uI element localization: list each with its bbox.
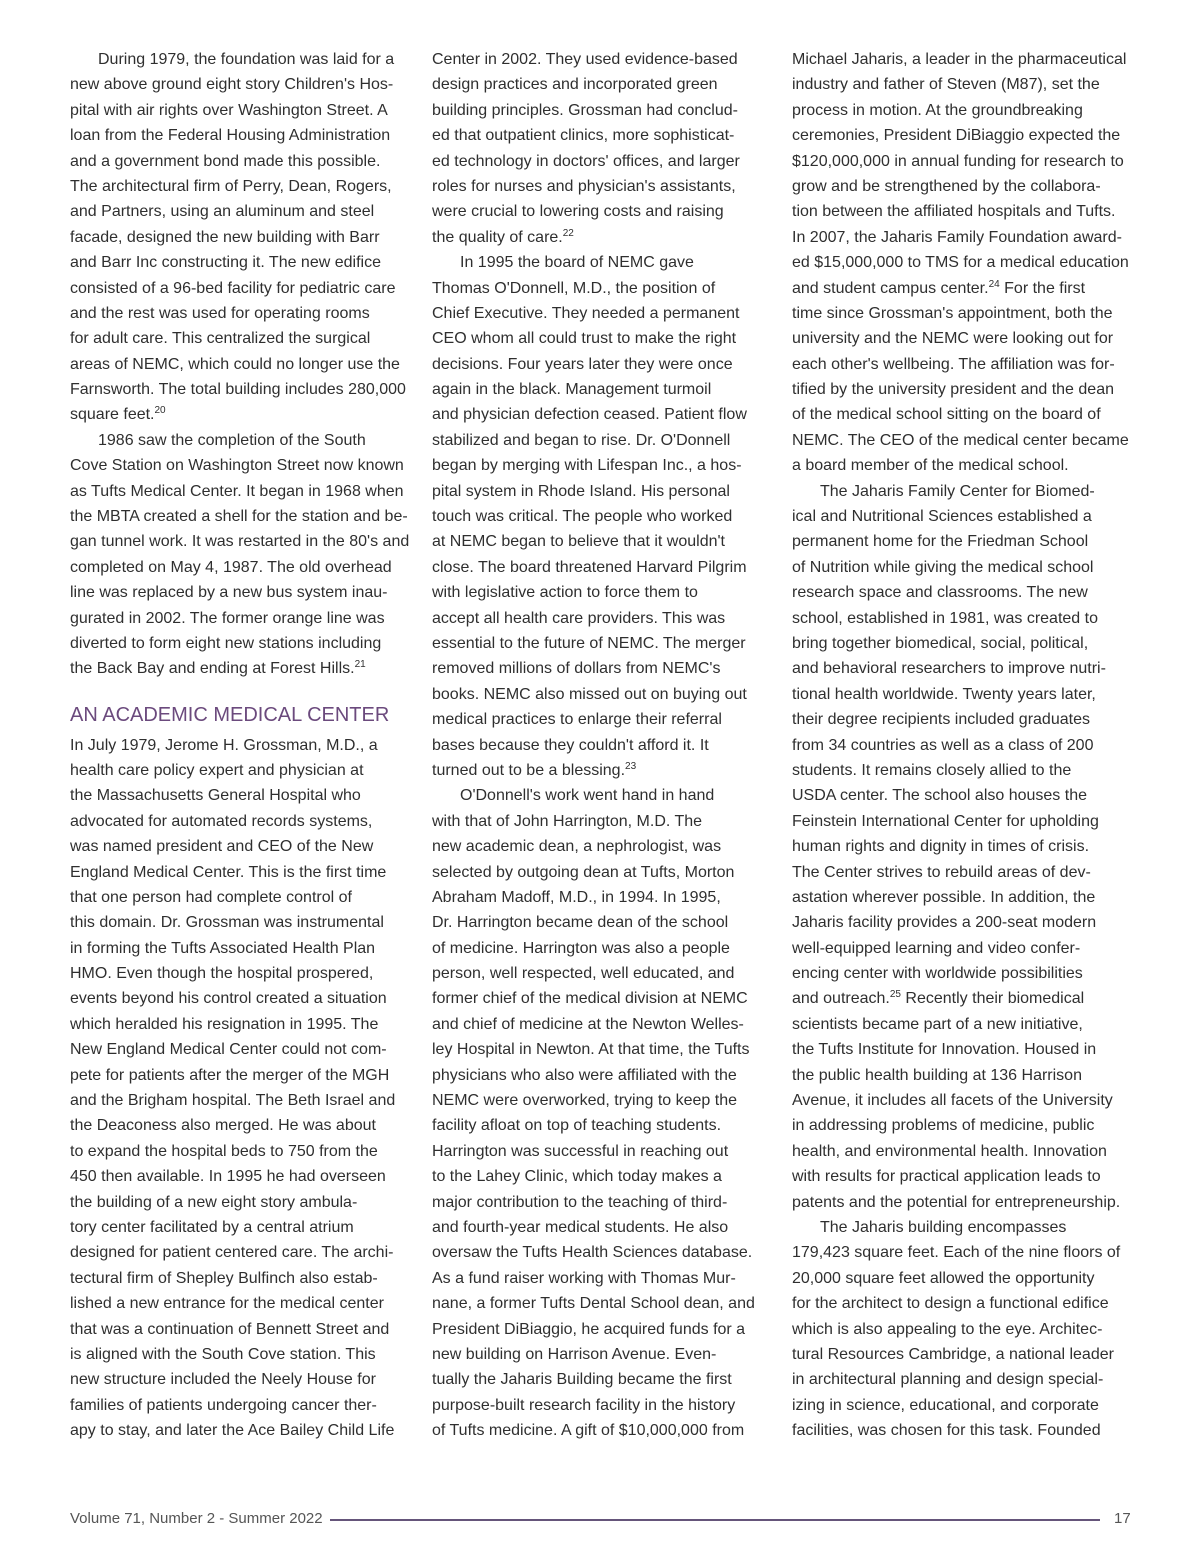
text-line: health care policy expert and physician at — [70, 761, 364, 779]
text-line: The Jaharis Family Center for Biomed- — [820, 482, 1095, 500]
text-line: were crucial to lowering costs and raising — [432, 203, 724, 221]
footnote-ref: 20 — [154, 405, 166, 417]
text-line: Farnsworth. The total building includes 280,000 — [70, 381, 406, 399]
text-line: consisted of a 96-bed facility for pediatric care — [70, 279, 396, 297]
text-line: scientists became part of a new initiative, — [792, 1015, 1083, 1033]
text-line: families of patients undergoing cancer ther- — [70, 1396, 377, 1414]
text-line: bases because they couldn't afford it. It — [432, 736, 709, 754]
text-line: areas of NEMC, which could no longer use the — [70, 355, 400, 373]
text-line: Cove Station on Washington Street now known — [70, 457, 404, 475]
text-line: and chief of medicine at the Newton Welles- — [432, 1015, 744, 1033]
text-line: izing in science, educational, and corporate — [792, 1396, 1099, 1414]
line-text: square feet. — [70, 406, 155, 424]
text-line: ical and Nutritional Sciences established a — [792, 508, 1092, 526]
paragraph — [70, 733, 415, 1444]
text-line: decisions. Four years later they were once — [432, 355, 733, 373]
text-line: with results for practical application leads to — [792, 1168, 1101, 1186]
text-line: of medicine. Harrington was also a people — [432, 939, 730, 957]
text-line: purpose-built research facility in the history — [432, 1396, 736, 1414]
text-line: Harrington was successful in reaching out — [432, 1142, 729, 1160]
text-line: in addressing problems of medicine, public — [792, 1117, 1095, 1135]
text-line: ed technology in doctors' offices, and larger — [432, 152, 740, 170]
text-line: research space and classrooms. The new — [792, 584, 1088, 602]
text-line: line was replaced by a new bus system inau- — [70, 584, 388, 602]
text-line: building principles. Grossman had conclud- — [432, 101, 738, 119]
text-line: and fourth-year medical students. He also — [432, 1218, 729, 1236]
text-line: was named president and CEO of the New — [70, 838, 374, 856]
text-line: again in the black. Management turmoil — [432, 381, 712, 399]
section-heading: AN ACADEMIC MEDICAL CENTER — [70, 703, 390, 726]
text-line: Michael Jaharis, a leader in the pharmaceutical — [792, 51, 1127, 68]
text-line: selected by outgoing dean at Tufts, Morton — [432, 863, 735, 881]
footer-issue-label: Volume 71, Number 2 - Summer 2022 — [70, 1510, 323, 1527]
text-line: major contribution to the teaching of third- — [432, 1193, 728, 1211]
text-line: NEMC were overworked, trying to keep the — [432, 1092, 738, 1110]
text-line: loan from the Federal Housing Administration — [70, 127, 391, 145]
text-line: Abraham Madoff, M.D., in 1994. In 1995, — [432, 888, 721, 906]
text-line: completed on May 4, 1987. The old overhead — [70, 558, 392, 576]
text-line: which heralded his resignation in 1995. The — [70, 1015, 379, 1033]
footer-rule — [330, 1519, 1100, 1521]
text-line: the Massachusetts General Hospital who — [70, 787, 361, 805]
text-line: person, well respected, well educated, and — [432, 965, 735, 983]
text-line: In 1995 the board of NEMC gave — [460, 254, 694, 272]
text-line: design practices and incorporated green — [432, 76, 718, 94]
text-line: process in motion. At the groundbreaking — [792, 101, 1083, 119]
line-text: Recently their biomedical — [900, 990, 1085, 1008]
paragraph — [792, 47, 1137, 479]
text-line: oversaw the Tufts Health Sciences database. — [432, 1244, 753, 1262]
text-line: new academic dean, a nephrologist, was — [432, 838, 722, 856]
text-line: 179,423 square feet. Each of the nine floors of — [792, 1244, 1121, 1262]
text-line: tectural firm of Shepley Bulfinch also estab- — [70, 1269, 378, 1287]
text-line: that one person had complete control of — [70, 888, 352, 906]
text-line: began by merging with Lifespan Inc., a hos- — [432, 457, 742, 475]
text-line: USDA center. The school also houses the — [792, 787, 1087, 805]
text-line: each other's wellbeing. The affiliation was for- — [792, 355, 1115, 373]
text-line: 20,000 square feet allowed the opportunity — [792, 1269, 1095, 1287]
text-line: new above ground eight story Children's Hos- — [70, 76, 394, 94]
text-line: books. NEMC also missed out on buying out — [432, 685, 747, 703]
text-line: diverted to form eight new stations including — [70, 634, 382, 652]
text-line: and a government bond made this possible. — [70, 152, 381, 170]
text-line: CEO whom all could trust to make the right — [432, 330, 737, 348]
line-text: and outreach. — [792, 990, 890, 1008]
text-line: astation wherever possible. In addition, the — [792, 888, 1096, 906]
text-line: is aligned with the South Cove station. This — [70, 1345, 376, 1363]
footnote-ref: 22 — [562, 227, 574, 239]
text-line: and the rest was used for operating rooms — [70, 304, 370, 322]
text-line: health, and environmental health. Innovation — [792, 1142, 1107, 1160]
text-line: which is also appealing to the eye. Architec- — [792, 1320, 1103, 1338]
text-line: medical practices to enlarge their referral — [432, 711, 722, 729]
text-line: As a fund raiser working with Thomas Mur- — [432, 1269, 736, 1287]
line-text: the Back Bay and ending at Forest Hills. — [70, 660, 355, 678]
text-line: the public health building at 136 Harrison — [792, 1066, 1082, 1084]
text-line: with that of John Harrington, M.D. The — [432, 812, 703, 830]
text-line: and the Brigham hospital. The Beth Israel and — [70, 1092, 396, 1110]
text-line: events beyond his control created a situation — [70, 990, 387, 1008]
text-line: their degree recipients included graduates — [792, 711, 1090, 729]
text-line: gan tunnel work. It was restarted in the 80's and — [70, 533, 410, 551]
text-line: 450 then available. In 1995 he had overseen — [70, 1168, 386, 1186]
text-line: tually the Jaharis Building became the first — [432, 1371, 732, 1389]
text-line: the Deaconess also merged. He was about — [70, 1117, 376, 1135]
text-line: facilities, was chosen for this task. Founded — [792, 1422, 1101, 1440]
text-line: advocated for automated records systems, — [70, 812, 373, 830]
text-line — [70, 656, 415, 681]
text-line — [70, 402, 415, 427]
text-line: lished a new entrance for the medical center — [70, 1295, 384, 1313]
text-line: In 2007, the Jaharis Family Foundation award- — [792, 228, 1122, 246]
text-line: apy to stay, and later the Ace Bailey Child Life — [70, 1422, 395, 1440]
text-line — [432, 225, 777, 250]
text-line: Chief Executive. They needed a permanent — [432, 304, 740, 322]
text-line: physicians who also were affiliated with the — [432, 1066, 737, 1084]
text-line: in architectural planning and design special- — [792, 1371, 1104, 1389]
text-line: bring together biomedical, social, political, — [792, 634, 1089, 652]
text-line: England Medical Center. This is the first time — [70, 863, 387, 881]
text-line: for adult care. This centralized the surgical — [70, 330, 371, 348]
text-line: ed $15,000,000 to TMS for a medical education — [792, 254, 1129, 272]
text-line: that was a continuation of Bennett Street and — [70, 1320, 390, 1338]
text-line: touch was critical. The people who worked — [432, 508, 733, 526]
text-line: close. The board threatened Harvard Pilgrim — [432, 558, 747, 576]
text-line — [792, 276, 1137, 301]
paragraph — [432, 250, 777, 783]
text-line: Thomas O'Donnell, M.D., the position of — [432, 279, 716, 297]
text-line: grow and be strengthened by the collabora- — [792, 177, 1101, 195]
text-line: tional health worldwide. Twenty years later, — [792, 685, 1096, 703]
text-line: ceremonies, President DiBiaggio expected the — [792, 127, 1121, 145]
text-line — [792, 986, 1137, 1011]
footnote-ref: 23 — [625, 760, 637, 772]
line-text: For the first — [999, 279, 1086, 297]
text-line: former chief of the medical division at NEMC — [432, 990, 748, 1008]
text-line: with legislative action to force them to — [432, 584, 698, 602]
text-line: to the Lahey Clinic, which today makes a — [432, 1168, 722, 1186]
paragraph — [432, 783, 777, 1443]
footnote-ref: 25 — [889, 989, 901, 1001]
text-line: tified by the university president and the dean — [792, 381, 1114, 399]
paragraph — [432, 47, 777, 250]
text-line: removed millions of dollars from NEMC's — [432, 660, 721, 678]
text-line: the MBTA created a shell for the station and be- — [70, 508, 408, 526]
text-line: facade, designed the new building with Barr — [70, 228, 380, 246]
paragraph — [70, 47, 415, 428]
paragraph — [792, 1215, 1137, 1444]
text-line: tural Resources Cambridge, a national leader — [792, 1345, 1114, 1363]
text-line: essential to the future of NEMC. The merger — [432, 634, 746, 652]
footnote-ref: 24 — [988, 278, 1000, 290]
text-line: Avenue, it includes all facets of the University — [792, 1092, 1113, 1110]
text-line: gurated in 2002. The former orange line was — [70, 609, 385, 627]
text-line: as Tufts Medical Center. It began in 1968 when — [70, 482, 404, 500]
text-line: Center in 2002. They used evidence-based — [432, 51, 738, 68]
text-line: patents and the potential for entrepreneurship. — [792, 1193, 1121, 1211]
text-line: to expand the hospital beds to 750 from the — [70, 1142, 378, 1160]
text-line: 1986 saw the completion of the South — [98, 431, 366, 449]
text-line: pital with air rights over Washington Street. A — [70, 101, 388, 119]
text-line: well-equipped learning and video confer- — [792, 939, 1081, 957]
text-line: time since Grossman's appointment, both the — [792, 304, 1113, 322]
text-line: Dr. Harrington became dean of the school — [432, 914, 729, 932]
text-line: the Tufts Institute for Innovation. Housed in — [792, 1041, 1097, 1059]
footnote-ref: 21 — [354, 659, 366, 671]
paragraph — [70, 428, 415, 682]
text-line: stabilized and began to rise. Dr. O'Donnell — [432, 431, 731, 449]
text-column-middle — [432, 47, 777, 1443]
text-line: school, established in 1981, was created to — [792, 609, 1098, 627]
text-line: the building of a new eight story ambula- — [70, 1193, 358, 1211]
text-line: pital system in Rhode Island. His personal — [432, 482, 730, 500]
text-line: in forming the Tufts Associated Health Plan — [70, 939, 376, 957]
text-line: of the medical school sitting on the board of — [792, 406, 1101, 424]
text-line: new structure included the Neely House for — [70, 1371, 376, 1389]
text-line: of Nutrition while giving the medical school — [792, 558, 1094, 576]
text-line: designed for patient centered care. The archi- — [70, 1244, 394, 1262]
text-line: and Barr Inc constructing it. The new edifice — [70, 254, 381, 272]
text-line: human rights and dignity in times of crisis. — [792, 838, 1090, 856]
text-line: university and the NEMC were looking out for — [792, 330, 1114, 348]
text-line: NEMC. The CEO of the medical center became — [792, 431, 1129, 449]
text-line: ley Hospital in Newton. At that time, the Tufts — [432, 1041, 750, 1059]
text-line: pete for patients after the merger of the MGH — [70, 1066, 390, 1084]
text-line: tory center facilitated by a central atrium — [70, 1218, 354, 1236]
text-line: O'Donnell's work went hand in hand — [460, 787, 715, 805]
text-line: encing center with worldwide possibilities — [792, 965, 1083, 983]
text-line: During 1979, the foundation was laid for a — [98, 51, 395, 68]
text-column-left — [70, 47, 415, 1444]
text-line: industry and father of Steven (M87), set the — [792, 76, 1100, 94]
text-line: and Partners, using an aluminum and steel — [70, 203, 375, 221]
text-line — [432, 758, 777, 783]
text-line: New England Medical Center could not com- — [70, 1041, 387, 1059]
text-line: HMO. Even though the hospital prospered, — [70, 965, 374, 983]
text-line: Jaharis facility provides a 200-seat modern — [792, 914, 1097, 932]
text-line: facility afloat on top of teaching students. — [432, 1117, 722, 1135]
text-line: permanent home for the Friedman School — [792, 533, 1089, 551]
text-line: and physician defection ceased. Patient flow — [432, 406, 747, 424]
line-text: turned out to be a blessing. — [432, 761, 626, 779]
text-line: $120,000,000 in annual funding for research to — [792, 152, 1124, 170]
text-column-right — [792, 47, 1137, 1443]
paragraph — [792, 479, 1137, 1215]
text-line: Feinstein International Center for upholding — [792, 812, 1099, 830]
text-line: new building on Harrison Avenue. Even- — [432, 1345, 717, 1363]
text-line: President DiBiaggio, he acquired funds for a — [432, 1320, 746, 1338]
text-line: accept all health care providers. This was — [432, 609, 726, 627]
text-line: students. It remains closely allied to the — [792, 761, 1072, 779]
text-line: a board member of the medical school. — [792, 457, 1069, 475]
text-line: ed that outpatient clinics, more sophisticat- — [432, 127, 735, 145]
text-line: and behavioral researchers to improve nutri- — [792, 660, 1106, 678]
text-line: In July 1979, Jerome H. Grossman, M.D., a — [70, 736, 378, 754]
text-line: roles for nurses and physician's assistants, — [432, 177, 736, 195]
line-text: the quality of care. — [432, 228, 563, 246]
text-line: from 34 countries as well as a class of 200 — [792, 736, 1094, 754]
text-line: at NEMC began to believe that it wouldn't — [432, 533, 725, 551]
line-text: and student campus center. — [792, 279, 989, 297]
text-line: for the architect to design a functional edifice — [792, 1295, 1109, 1313]
text-line: of Tufts medicine. A gift of $10,000,000 from — [432, 1422, 745, 1440]
text-line: The architectural firm of Perry, Dean, Rogers, — [70, 177, 392, 195]
page-number: 17 — [1114, 1510, 1131, 1527]
text-line: nane, a former Tufts Dental School dean, and — [432, 1295, 755, 1313]
text-line: this domain. Dr. Grossman was instrumental — [70, 914, 384, 932]
text-line: The Jaharis building encompasses — [820, 1218, 1067, 1236]
text-line: The Center strives to rebuild areas of dev- — [792, 863, 1091, 881]
text-line: tion between the affiliated hospitals and Tufts. — [792, 203, 1116, 221]
